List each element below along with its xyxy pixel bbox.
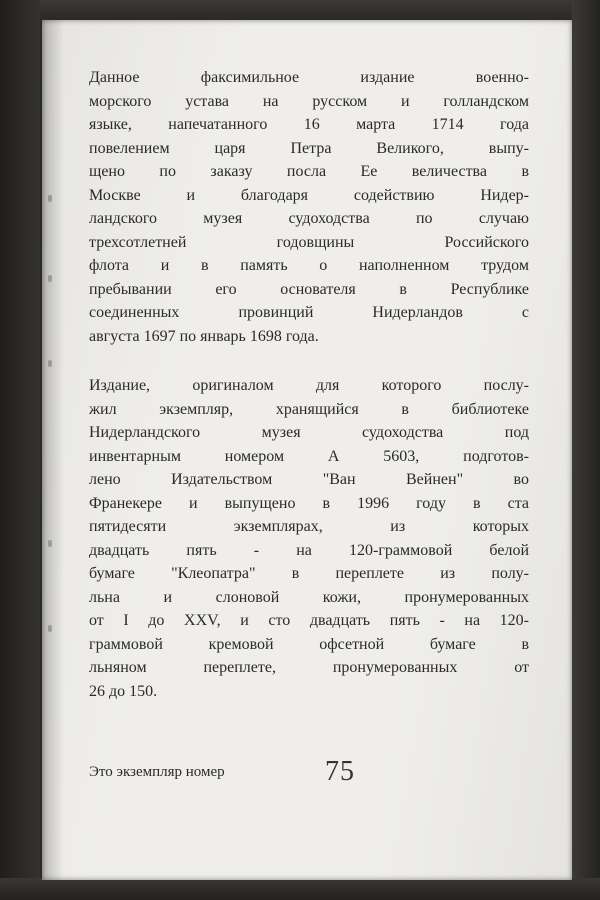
text-line: пребывании его основателя в Республике xyxy=(89,280,529,298)
backdrop-left xyxy=(0,0,40,900)
text-line: августа 1697 по январь 1698 года. xyxy=(89,327,319,345)
text-line: морского устава на русском и голландском xyxy=(89,92,529,110)
backdrop-right xyxy=(572,0,600,900)
text-line: Издание, оригиналом для которого послу- xyxy=(89,377,529,394)
binding-stitch xyxy=(48,195,52,202)
text-line: бумаге "Клеопатра" в переплете из полу- xyxy=(89,565,529,582)
text-line: Франекере и выпущено в 1996 году в ста xyxy=(89,494,529,512)
text-line: Нидерландского музея судоходства под xyxy=(89,424,529,441)
copy-number-value: 75 xyxy=(325,756,355,787)
text-line: лено Издательством "Ван Вейнен" во xyxy=(89,471,529,488)
book-page xyxy=(42,20,572,880)
text-line: 26 до 150. xyxy=(89,682,158,700)
backdrop-top xyxy=(0,0,600,18)
colophon-paragraph-1 xyxy=(89,66,529,348)
text-line: соединенных провинций Нидерландов с xyxy=(89,304,529,321)
text-line: инвентарным номером А 5603, подготов- xyxy=(89,447,529,465)
text-line: щено по заказу посла Ее величества в xyxy=(89,163,529,180)
binding-stitch xyxy=(48,625,52,632)
colophon-paragraph-2 xyxy=(89,374,529,703)
spine-shadow xyxy=(42,20,64,880)
text-line: языке, напечатанного 16 марта 1714 года xyxy=(89,116,529,133)
text-line: Данное факсимильное издание военно- xyxy=(89,69,529,86)
backdrop-bottom xyxy=(0,878,600,900)
binding-stitch xyxy=(48,360,52,367)
colophon-text xyxy=(89,66,529,729)
copy-number-row xyxy=(89,758,529,792)
text-line: Москве и благодаря содействию Нидер- xyxy=(89,186,529,204)
binding-stitch xyxy=(48,540,52,547)
text-line: от I до XXV, и сто двадцать пять - на 120- xyxy=(89,612,529,629)
text-line: пятидесяти экземплярах, из которых xyxy=(89,518,529,535)
text-line: двадцать пять - на 120-граммовой белой xyxy=(89,541,529,559)
text-line: льна и слоновой кожи, пронумерованных xyxy=(89,588,529,606)
binding-stitch xyxy=(48,275,52,282)
text-line: граммовой кремовой офсетной бумаге в xyxy=(89,635,529,653)
text-line: повелением царя Петра Великого, выпу- xyxy=(89,139,529,157)
text-line: ландского музея судоходства по случаю xyxy=(89,210,529,227)
text-line: трехсотлетней годовщины Российского xyxy=(89,233,529,251)
text-line: льняном переплете, пронумерованных от xyxy=(89,659,529,676)
text-line: жил экземпляр, хранящийся в библиотеке xyxy=(89,400,529,418)
text-line: флота и в память о наполненном трудом xyxy=(89,257,529,274)
copy-number-label: Это экземпляр номер xyxy=(89,764,225,780)
